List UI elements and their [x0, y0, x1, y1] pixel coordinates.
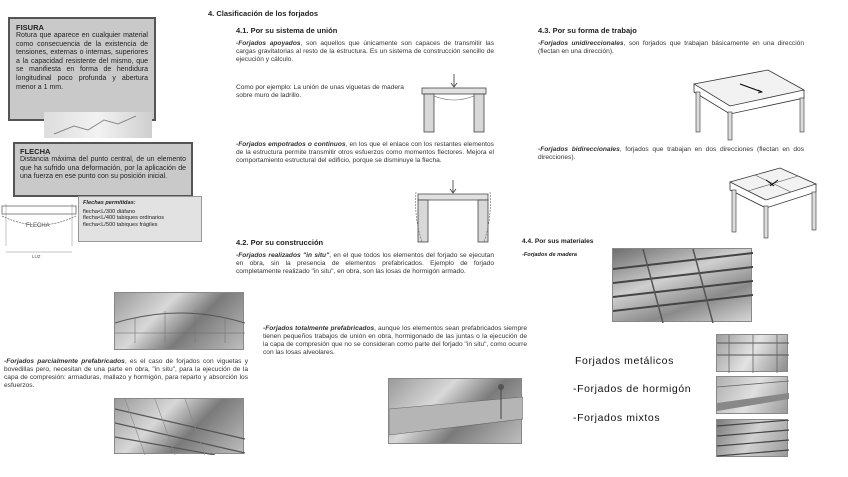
bi-text: , forjados que trabajan en dos direcciones (flectan en dos direcciones).: [538, 146, 804, 161]
fixed-support-icon: [412, 178, 494, 244]
flecha-limit-3: flecha<L/500 tabiques frágiles: [83, 221, 158, 228]
empotrado-sketch: [412, 178, 494, 244]
section-41-apoyados: [236, 40, 494, 64]
fisura-box: [8, 17, 156, 121]
concrete-slab-photo-icon: [717, 377, 789, 415]
section-41-empotrados: [236, 141, 494, 165]
section-43-bi: [538, 146, 804, 162]
flecha-diagram: [0, 200, 78, 260]
mixtos-label: -Forjados mixtos: [573, 412, 661, 424]
total-term: -Forjados totalmente prefabricados: [263, 325, 375, 332]
mixtos-photo: [716, 419, 788, 457]
uni-text: , son forjados que trabajan básicamente en una dirección (flectan en una dirección).: [538, 40, 804, 55]
section-43-uni: [538, 40, 804, 56]
fisura-text: Rotura que aparece en cualquier material como consecuencia de la existencia de tensiones, externas o internas, superiores a la capacidad resistente del mismo, que se manifiesta en forma de hendidura longitudinal poco profunda y abertura menor a 1 mm.: [16, 32, 148, 91]
hormigon-photo: [716, 376, 788, 414]
one-way-slab-icon: [690, 62, 808, 142]
section-41-example: Como por ejemplo: La unión de unas viguetas de madera sobre muro de ladrillo.: [236, 84, 404, 99]
apoyado-sketch: [418, 72, 490, 134]
empotrados-text: , en los que el enlace con los restantes elementos de la estructura permite transmitir otros esfuerzos como momentos flectores. Mejora el comportamiento estructural del edificio, porque se disminuye la flecha.: [236, 141, 494, 164]
unidireccional-sketch: [690, 62, 808, 142]
section-42-parcial: [4, 358, 248, 390]
apoyados-text: , son aquellos que únicamente son capaces de transmitir las cargas gravitatorias al resto de la estructura. Es un sistema de construcción sencillo de ejecución y cálculo.: [236, 40, 495, 63]
section-42-heading: 4.2. Por su construcción: [236, 238, 324, 247]
empotrados-term: -Forjados empotrados o continuos: [236, 141, 346, 148]
fisura-crack-image: [44, 112, 152, 138]
metalicos-label: Forjados metálicos: [575, 355, 674, 367]
hormigon-label: -Forjados de hormigón: [573, 383, 692, 395]
fisura-title: FISURA: [16, 23, 44, 32]
parcial-text: , es el caso de forjados con viguetas y bovedillas pero, necesitan de una parte en obra, "in situ", para la ejecución de la capa de compresión: armaduras, mallazo y hormigón, para reparto y absorción los esfuerzos.: [4, 358, 248, 389]
insitu-term: -Forjados realizados "in situ": [236, 252, 330, 259]
parcial-term: -Forjados parcialmente prefabricados: [4, 358, 125, 365]
uni-term: -Forjados unidireccionales: [538, 40, 624, 47]
flecha-text: Distancia máxima del punto central, de un elemento que ha sufrido una deformación, por la aplicación de una fuerza en ese punto con su posición inicial.: [20, 156, 186, 181]
beam-deflection-icon: [0, 200, 78, 260]
crack-line-icon: [44, 112, 152, 138]
section-41-heading: 4.1. Por su sistema de unión: [236, 26, 338, 35]
parcial-prefabricado-photo-bottom: [114, 398, 244, 454]
flecha-limit-2: flecha<L/400 tabiques ordinarios: [83, 215, 165, 222]
composite-slab-photo-icon: [717, 420, 789, 458]
parcial-prefabricado-photo-top: [114, 292, 244, 350]
flechas-permitidas-box: [78, 196, 202, 242]
simple-support-icon: [418, 72, 490, 134]
total-prefabricado-photo: [388, 378, 522, 444]
flecha-title: FLECHA: [20, 147, 51, 156]
flechas-permitidas-title: Flechas permitidas:: [83, 200, 136, 206]
main-title: 4. Clasificación de los forjados: [208, 9, 319, 18]
flecha-box: [13, 142, 193, 197]
madera-label: -Forjados de madera: [522, 252, 578, 258]
flecha-limit-1: flecha<L/300 diáfano: [83, 208, 136, 215]
bidireccional-sketch: [726, 162, 820, 242]
bi-term: -Forjados bidireccionales: [538, 146, 620, 153]
flecha-diagram-label: FLECHA: [26, 223, 50, 229]
metalicos-photo: [716, 334, 788, 372]
insitu-text: , en el que todos los elementos del forjado se ejecutan en obra, sin la presencia de elementos prefabricados. Ejemplo de forjado completamente realizado "in situ", en obra, son las losas de hormigón armado.: [236, 252, 494, 275]
bovedillas-photo-icon: [115, 399, 245, 455]
madera-photo: [612, 248, 752, 322]
section-42-insitu: [236, 252, 494, 276]
slab-photo-icon: [115, 293, 245, 351]
alveolar-slab-photo-icon: [389, 379, 523, 445]
wood-beams-photo-icon: [613, 249, 753, 323]
steel-deck-photo-icon: [717, 335, 789, 373]
flecha-scale-label: LUZ: [32, 254, 41, 259]
total-text: , aunque los elementos sean prefabricados siempre tienen pequeños trabajos de unión en obra, hormigonado de las juntas o la ejecución de la capa de compresión que no se consideran como parte del forjado "in situ", como ocurre con las losas alveolares.: [263, 325, 527, 356]
section-42-total: [263, 325, 527, 357]
section-43-heading: 4.3. Por su forma de trabajo: [538, 26, 637, 35]
apoyados-term: -Forjados apoyados: [236, 40, 301, 47]
two-way-slab-icon: [726, 162, 820, 242]
section-44-heading: 4.4. Por sus materiales: [522, 238, 594, 245]
